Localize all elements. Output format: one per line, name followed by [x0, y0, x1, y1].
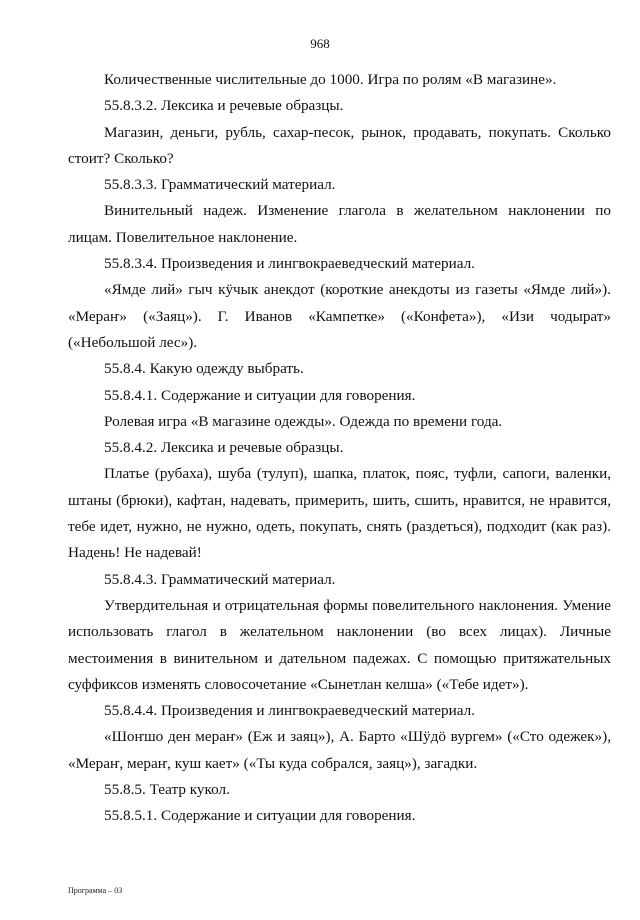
paragraph: Ролевая игра «В магазине одежды». Одежда по времени года. [104, 412, 503, 430]
section-heading: 55.8.3.3. Грамматический материал. [104, 176, 336, 194]
section-heading: 55.8.4.3. Грамматический материал. [104, 570, 336, 588]
page-body [68, 67, 611, 830]
section-heading: 55.8.4. Какую одежду выбрать. [104, 360, 304, 378]
section-heading: 55.8.5. Театр кукол. [104, 781, 230, 799]
paragraph: Винительный надеж. Изменение глагола в желательном наклонении по лицам. Повелительное наклонение. [68, 202, 611, 246]
section-heading: 55.8.3.2. Лексика и речевые образцы. [104, 97, 344, 115]
section-heading: 55.8.4.1. Содержание и ситуации для говорения. [104, 386, 416, 404]
section-heading: 55.8.3.4. Произведения и лингвокраеведческий материал. [104, 255, 475, 273]
section-heading: 55.8.4.2. Лексика и речевые образцы. [104, 439, 344, 457]
section-heading: 55.8.5.1. Содержание и ситуации для говорения. [104, 807, 416, 825]
paragraph: Количественные числительные до 1000. Игра по ролям «В магазине». [104, 71, 557, 88]
page-footer: Программа – 03 [68, 886, 123, 895]
paragraph: «Ямде лий» гыч кӱчык анекдот (короткие анекдоты из газеты «Ямде лий»). «Мераҥ» («Заяц»). Г. Иванов «Кампетке» («Конфета»), «Изи чодырат» («Небольшой лес»). [68, 281, 611, 351]
page-number: 968 [310, 36, 330, 51]
paragraph: Магазин, деньги, рубль, сахар-песок, рынок, продавать, покупать. Сколько стоит? Сколько? [68, 123, 611, 167]
paragraph: Платье (рубаха), шуба (тулуп), шапка, платок, пояс, туфли, сапоги, валенки, штаны (брюки), кафтан, надевать, примерить, шить, сшить, нравится, не нравится, тебе идет, нужно, не нужно, одеть, покупать, снять (раздеться), подходит (как раз). Надень! Не надевай! [68, 465, 611, 562]
paragraph: «Шоҥшо ден мераҥ» (Еж и заяц»), А. Барто «Шӱдӧ вургем» («Сто одежек»), «Мераҥ, мераҥ, куш кает» («Ты куда собрался, заяц»), загадки. [68, 728, 611, 772]
paragraph: Утвердительная и отрицательная формы повелительного наклонения. Умение использовать глагол в желательном наклонении (во всех лицах). Личные местоимения в винительном и дательном падежах. С помощью притяжательных суффиксов изменять словосочетание «Сынетлан келша» («Тебе идет»). [68, 596, 611, 693]
section-heading: 55.8.4.4. Произведения и лингвокраеведческий материал. [104, 702, 475, 720]
